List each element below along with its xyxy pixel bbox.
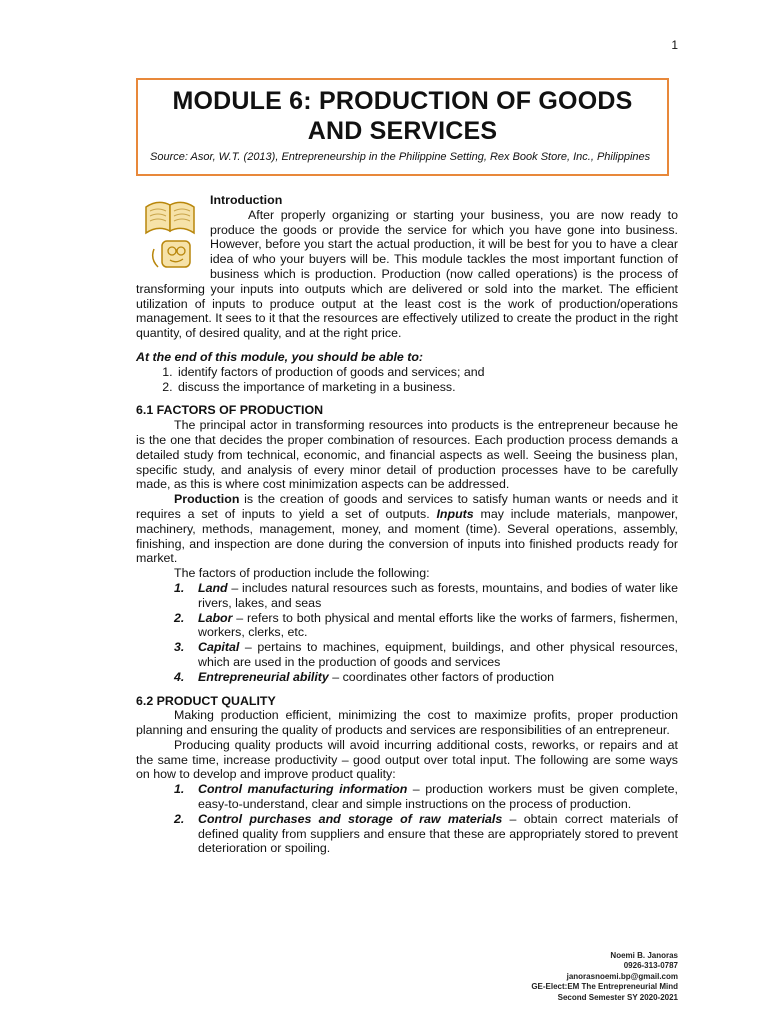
factors-list — [136, 581, 678, 685]
factor-item: 3. Capital – pertains to machines, equipment, buildings, and other physical resources, which are used in the production of goods and services — [174, 640, 678, 669]
introduction-section — [136, 193, 678, 341]
introduction-text: After properly organizing or starting your business, you are now ready to produce the goods or provide the service for which you have gone into business. However, before you start the actual production, it will be best for you to have a clear idea of who your buyers will be. This module tackles the most important function of business which is production. Production (now called operations) is the process of transforming your inputs into outputs which are delivered or sold into the market. The efficient utilization of inputs to produce output at the least cost is the work of production/operations management. It sees to it that the resources are effectively utilized to create the product in the right quantity, of desired quality, and at the right price. — [136, 207, 678, 341]
factors-list-intro: The factors of production include the following: — [174, 566, 430, 581]
objectives-heading: At the end of this module, you should be able to: — [136, 349, 424, 364]
section-heading-6-1: 6.1 FACTORS OF PRODUCTION — [136, 403, 324, 418]
source-citation: Source: Asor, W.T. (2013), Entrepreneurship in the Philippine Setting, Rex Book Store, Inc., Philippines — [150, 151, 651, 163]
objective-item: 2. discuss the importance of marketing in a business. — [176, 380, 678, 395]
module-title: MODULE 6: PRODUCTION OF GOODS AND SERVICES — [172, 87, 633, 145]
page-number: 1 — [671, 38, 678, 52]
quality-paragraph-1: Making production efficient, minimizing the cost to maximize profits, proper production planning and ensuring the quality of products and services are responsibilities of an entrepreneur. — [136, 708, 678, 738]
author-phone: 0926-313-0787 — [623, 961, 678, 971]
quality-item: 1. Control manufacturing information – production workers must be given complete, easy-to-understand, clear and simple instructions on the process of production. — [174, 782, 679, 812]
factor-item: 1. Land – includes natural resources such as forests, mountains, and bodies of water like rivers, lakes, and seas — [174, 580, 678, 610]
introduction-heading: Introduction — [210, 193, 283, 207]
objective-item: 1. identify factors of production of goods and services; and — [176, 365, 678, 380]
course-name: GE-Elect:EM The Entrepreneurial Mind — [531, 982, 678, 992]
factor-item: 2. Labor – refers to both physical and mental efforts like the works of farmers, fishermen, workers, clerks, etc. — [174, 610, 678, 640]
quality-paragraph-2: Producing quality products will avoid incurring additional costs, reworks, or repairs and at the same time, increase productivity – good output over total input. The following are some ways on how to develop and improve product quality: — [136, 737, 678, 782]
author-email: janorasnoemi.bp@gmail.com — [566, 971, 678, 981]
factors-paragraph-1: The principal actor in transforming resources into products is the entrepreneur because he is the one that decides the proper combination of resources. Each production process demands a detailed study from technical, economic, and financial aspects as well. Seeing the business plan, specific study, and analysis of every minor detail of production processes have to be carefully made, as this is where cost minimization aspects can be addressed. — [136, 418, 678, 492]
author-signature — [531, 951, 678, 1003]
author-name: Noemi B. Janoras — [610, 951, 678, 960]
quality-list — [136, 782, 678, 856]
factors-paragraph-2: Production is the creation of goods and services to satisfy human wants or needs and it requires a set of inputs to yield a set of outputs. Inputs may include materials, manpower, machinery, methods, management, money, and moment (time). Several operations, assembly, finishing, and inspection are done during the conversion of inputs into finished products ready for market. — [136, 492, 679, 566]
book-icon — [140, 193, 202, 275]
objectives-list — [136, 365, 678, 395]
quality-item: 2. Control purchases and storage of raw materials – obtain correct materials of defined quality from suppliers and ensure that these are appropriately stored to prevent deterioration or spoiling. — [174, 811, 678, 856]
title-box — [136, 78, 669, 176]
semester: Second Semester SY 2020-2021 — [557, 992, 678, 1002]
section-heading-6-2: 6.2 PRODUCT QUALITY — [136, 693, 276, 708]
factor-item: 4. Entrepreneurial ability – coordinates other factors of production — [174, 669, 555, 684]
document-body — [136, 193, 678, 856]
